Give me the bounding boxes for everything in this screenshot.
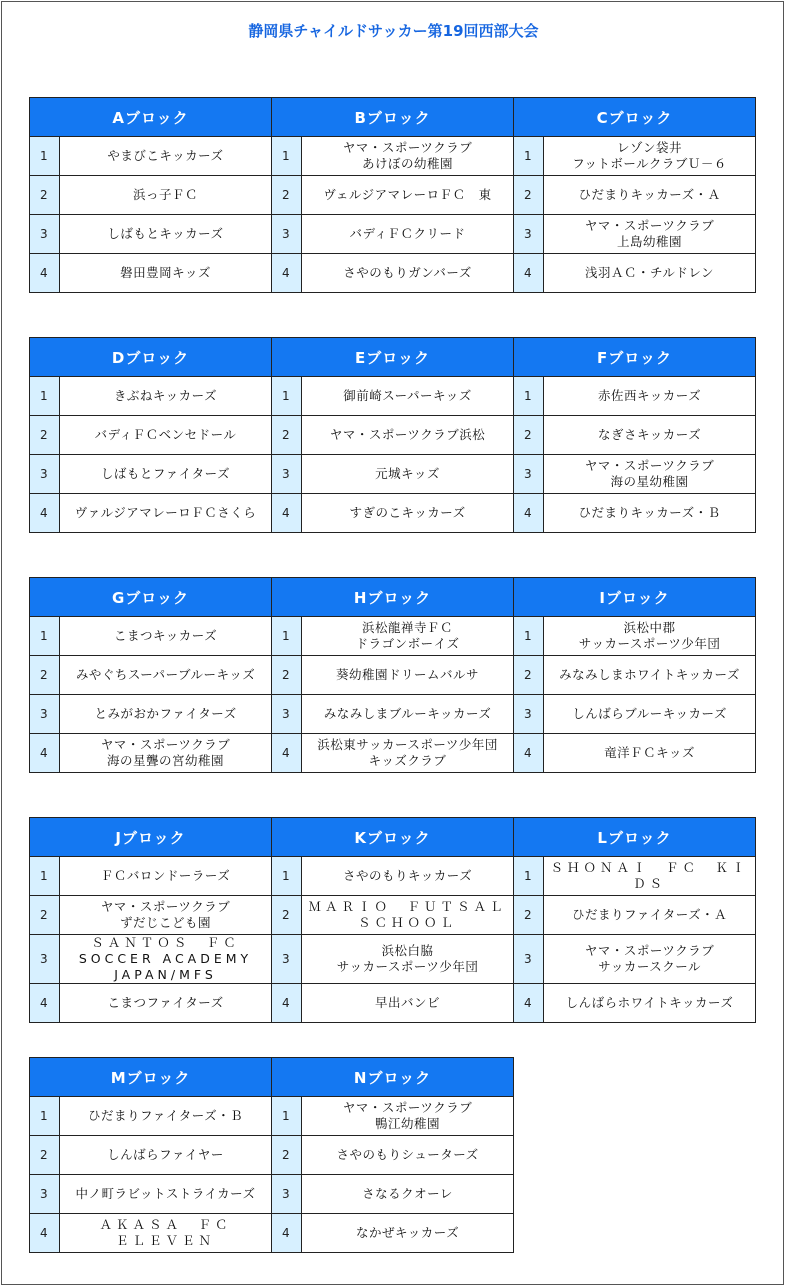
- team-name-line1: ヤマ・スポーツクラブ: [584, 458, 715, 473]
- team-name-line1: 元城キッズ: [375, 466, 440, 481]
- team-number: 3: [514, 695, 544, 734]
- team-number: 4: [272, 254, 302, 293]
- team-number: 3: [30, 215, 60, 254]
- team-name: [60, 254, 272, 293]
- team-name-line1: レゾン袋井: [617, 140, 683, 155]
- team-name-line1: ひだまりキッカーズ・Ｂ: [578, 505, 721, 520]
- block-header: Bブロック: [272, 98, 514, 137]
- block-header: Kブロック: [272, 818, 514, 857]
- block-table: [29, 577, 756, 773]
- team-name-line1: ヴァルジアマレーロＦＣさくら: [74, 505, 257, 520]
- block-header: Aブロック: [30, 98, 272, 137]
- team-number: 3: [514, 935, 544, 984]
- team-name: [302, 176, 514, 215]
- team-name-line2: フットボールクラブＵ－６: [572, 156, 727, 171]
- team-name-line1: みなみしまブルーキッカーズ: [323, 706, 492, 721]
- block-header: Nブロック: [272, 1058, 514, 1097]
- team-name-line1: 浜松白脇: [381, 943, 434, 958]
- team-name-line2: SOCCER ACADEMY JAPAN/MFS: [78, 951, 253, 982]
- table-row: [30, 455, 756, 494]
- block-header-row: [30, 818, 756, 857]
- team-name-line1: みやぐちスーパーブルーキッズ: [75, 667, 256, 682]
- team-name-line1: きぶねキッカーズ: [113, 388, 218, 403]
- team-number: 4: [514, 494, 544, 533]
- team-name: [544, 416, 756, 455]
- team-number: 3: [272, 695, 302, 734]
- team-name: [60, 617, 272, 656]
- team-number: 1: [272, 377, 302, 416]
- team-name: [60, 377, 272, 416]
- team-name-line2: サッカースクール: [598, 959, 701, 974]
- team-number: 3: [30, 1175, 60, 1214]
- team-name: [544, 137, 756, 176]
- team-name: [302, 416, 514, 455]
- team-name-line1: ひだまりファイターズ・Ｂ: [87, 1108, 244, 1123]
- team-name: [302, 656, 514, 695]
- team-name-line1: 御前崎スーパーキッズ: [343, 388, 472, 403]
- team-number: 2: [30, 656, 60, 695]
- table-row: [30, 656, 756, 695]
- team-name-line1: しばもとファイターズ: [100, 466, 231, 481]
- team-name: [544, 857, 756, 896]
- table-row: [30, 734, 756, 773]
- block-header: Fブロック: [514, 338, 756, 377]
- team-name-line2: ずだじこども園: [120, 915, 212, 930]
- table-row: [30, 1214, 514, 1253]
- team-name-line1: やまびこキッカーズ: [107, 148, 224, 163]
- team-name: [60, 896, 272, 935]
- team-name: [302, 455, 514, 494]
- team-name: [544, 734, 756, 773]
- team-name: [60, 494, 272, 533]
- team-name-line2: ＥＬＥＶＥＮ: [116, 1233, 216, 1248]
- table-row: [30, 1136, 514, 1175]
- team-number: 4: [272, 494, 302, 533]
- team-number: 4: [272, 734, 302, 773]
- block-header: Iブロック: [514, 578, 756, 617]
- team-name-line1: みなみしまホワイトキッカーズ: [559, 667, 740, 682]
- team-name: [544, 656, 756, 695]
- team-name: [302, 896, 514, 935]
- team-name: [302, 215, 514, 254]
- team-number: 4: [30, 1214, 60, 1253]
- team-number: 2: [30, 896, 60, 935]
- team-name-line1: しんばらホワイトキッカーズ: [565, 995, 734, 1010]
- team-name: [302, 984, 514, 1023]
- table-row: [30, 1097, 514, 1136]
- team-name-line1: さやのもりガンバーズ: [343, 265, 472, 280]
- team-name-line1: すぎのこキッカーズ: [349, 505, 466, 520]
- team-name-line1: なぎさキッカーズ: [597, 427, 702, 442]
- team-name: [302, 935, 514, 984]
- team-name-line1: ヤマ・スポーツクラブ浜松: [329, 427, 486, 442]
- team-name: [60, 656, 272, 695]
- team-number: 1: [30, 137, 60, 176]
- team-name: [60, 1136, 272, 1175]
- team-name: [302, 494, 514, 533]
- team-name: [60, 1214, 272, 1253]
- team-name-line1: 浅羽ＡＣ・チルドレン: [584, 265, 715, 280]
- team-number: 1: [30, 617, 60, 656]
- team-number: 1: [272, 857, 302, 896]
- team-name-line2: あけぼの幼稚園: [362, 156, 454, 171]
- team-number: 3: [30, 455, 60, 494]
- team-name-line2: 海の星聾の宮幼稚園: [107, 753, 225, 768]
- team-name-line1: 浜松東サッカースポーツ少年団: [317, 737, 498, 752]
- team-number: 2: [30, 176, 60, 215]
- table-row: [30, 416, 756, 455]
- team-number: 2: [272, 1136, 302, 1175]
- team-number: 1: [30, 857, 60, 896]
- team-name: [302, 617, 514, 656]
- team-name-line2: ＳＣＨＯＯＬ: [358, 915, 458, 930]
- team-name: [544, 896, 756, 935]
- block-header: Cブロック: [514, 98, 756, 137]
- table-row: [30, 494, 756, 533]
- team-number: 4: [514, 984, 544, 1023]
- block-header: Jブロック: [30, 818, 272, 857]
- team-name-line1: なかぜキッカーズ: [355, 1225, 460, 1240]
- team-number: 1: [272, 1097, 302, 1136]
- team-number: 2: [514, 896, 544, 935]
- team-name: [302, 1097, 514, 1136]
- team-name-line1: ヤマ・スポーツクラブ: [100, 737, 231, 752]
- team-name-line1: こまつキッカーズ: [113, 628, 218, 643]
- team-name-line1: 竜洋ＦＣキッズ: [604, 745, 695, 760]
- team-name-line1: さなるクオーレ: [362, 1186, 453, 1201]
- team-number: 1: [514, 137, 544, 176]
- team-name-line1: ＳＡＮＴＯＳ ＦＣ: [91, 935, 240, 950]
- team-name-line2: サッカースポーツ少年団: [578, 636, 721, 651]
- team-name-line1: 浜松中郡: [623, 620, 676, 635]
- team-number: 1: [30, 1097, 60, 1136]
- team-number: 4: [30, 254, 60, 293]
- team-name-line1: ヴェルジアマレーロＦＣ 東: [323, 187, 492, 202]
- block-header: Mブロック: [30, 1058, 272, 1097]
- team-name: [302, 377, 514, 416]
- team-number: 4: [30, 494, 60, 533]
- team-name-line1: しんばらブルーキッカーズ: [572, 706, 727, 721]
- table-row: [30, 857, 756, 896]
- team-name-line1: ひだまりキッカーズ・Ａ: [578, 187, 721, 202]
- team-name: [302, 137, 514, 176]
- team-number: 1: [514, 617, 544, 656]
- team-name: [60, 176, 272, 215]
- team-name: [544, 455, 756, 494]
- team-number: 2: [272, 416, 302, 455]
- team-name: [302, 1175, 514, 1214]
- block-header-row: [30, 98, 756, 137]
- team-name: [302, 695, 514, 734]
- team-number: 2: [272, 176, 302, 215]
- team-name-line1: とみがおかファイターズ: [94, 706, 237, 721]
- team-name: [60, 1097, 272, 1136]
- team-name-line2: 鴨江幼稚園: [375, 1116, 441, 1131]
- team-name-line1: ヤマ・スポーツクラブ: [584, 218, 715, 233]
- table-row: [30, 377, 756, 416]
- team-name: [60, 935, 272, 984]
- team-number: 1: [514, 857, 544, 896]
- block-header: Eブロック: [272, 338, 514, 377]
- block-table: [29, 817, 756, 1023]
- team-name-line2: サッカースポーツ少年団: [336, 959, 479, 974]
- team-number: 3: [514, 455, 544, 494]
- team-number: 1: [272, 137, 302, 176]
- table-row: [30, 215, 756, 254]
- team-name-line1: 浜っ子ＦＣ: [132, 187, 198, 202]
- team-number: 2: [272, 896, 302, 935]
- table-row: [30, 176, 756, 215]
- team-name-line1: ＡＫＡＳＡ ＦＣ: [99, 1217, 232, 1232]
- table-row: [30, 1175, 514, 1214]
- team-name: [302, 857, 514, 896]
- team-name-line2: 上島幼稚園: [617, 234, 683, 249]
- page-title: 静岡県チャイルドサッカー第19回西部大会: [248, 22, 539, 40]
- team-number: 3: [30, 935, 60, 984]
- table-row: [30, 695, 756, 734]
- team-number: 1: [30, 377, 60, 416]
- team-name-line1: ヤマ・スポーツクラブ: [100, 899, 231, 914]
- block-header: Hブロック: [272, 578, 514, 617]
- block-table: [29, 337, 756, 533]
- team-name: [60, 984, 272, 1023]
- team-name: [60, 857, 272, 896]
- team-name-line2: 海の星幼稚園: [610, 474, 689, 489]
- team-number: 4: [30, 734, 60, 773]
- block-header: Lブロック: [514, 818, 756, 857]
- team-number: 2: [514, 656, 544, 695]
- team-name-line1: ひだまりファイターズ・Ａ: [571, 907, 728, 922]
- team-name: [544, 377, 756, 416]
- team-number: 1: [514, 377, 544, 416]
- team-name: [544, 935, 756, 984]
- team-name: [60, 695, 272, 734]
- team-name-line1: ヤマ・スポーツクラブ: [584, 943, 715, 958]
- team-name-line1: バディＦＣクリード: [349, 226, 466, 241]
- block-header: Dブロック: [30, 338, 272, 377]
- team-number: 4: [272, 984, 302, 1023]
- team-name: [302, 1214, 514, 1253]
- team-name-line2: ドラゴンボーイズ: [355, 636, 460, 651]
- team-number: 3: [272, 455, 302, 494]
- team-name: [544, 984, 756, 1023]
- team-number: 2: [272, 656, 302, 695]
- table-row: [30, 935, 756, 984]
- team-name-line1: 赤佐西キッカーズ: [597, 388, 702, 403]
- team-name: [544, 617, 756, 656]
- team-name: [544, 254, 756, 293]
- team-name: [302, 1136, 514, 1175]
- block-header-row: [30, 578, 756, 617]
- block-header: Gブロック: [30, 578, 272, 617]
- table-row: [30, 254, 756, 293]
- team-name: [60, 734, 272, 773]
- team-number: 4: [272, 1214, 302, 1253]
- block-table: [29, 1057, 514, 1253]
- team-name-line1: さやのもりシューターズ: [336, 1147, 479, 1162]
- team-number: 3: [30, 695, 60, 734]
- team-name-line1: さやのもりキッカーズ: [342, 868, 473, 883]
- team-name-line1: ヤマ・スポーツクラブ: [342, 1100, 473, 1115]
- team-name-line1: こまつファイターズ: [107, 995, 224, 1010]
- team-name-line1: しばもとキッカーズ: [107, 226, 224, 241]
- team-name-line1: ＦＣバロンドーラーズ: [100, 868, 231, 883]
- team-name: [544, 215, 756, 254]
- team-name: [544, 494, 756, 533]
- team-number: 2: [30, 1136, 60, 1175]
- team-name-line1: 早出バンビ: [375, 995, 441, 1010]
- table-row: [30, 984, 756, 1023]
- team-name: [60, 1175, 272, 1214]
- block-header-row: [30, 1058, 514, 1097]
- team-number: 2: [514, 416, 544, 455]
- team-number: 4: [514, 734, 544, 773]
- team-name-line1: ヤマ・スポーツクラブ: [342, 140, 473, 155]
- team-name-line1: しんばらファイヤー: [107, 1147, 224, 1162]
- team-number: 2: [30, 416, 60, 455]
- table-row: [30, 137, 756, 176]
- team-name-line1: 磐田豊岡キッズ: [120, 265, 211, 280]
- team-number: 2: [514, 176, 544, 215]
- team-number: 3: [272, 215, 302, 254]
- table-row: [30, 617, 756, 656]
- team-name-line1: バディＦＣベンセドール: [94, 427, 237, 442]
- team-number: 3: [272, 935, 302, 984]
- team-name: [302, 734, 514, 773]
- team-name-line1: 浜松龍禅寺ＦＣ: [362, 620, 454, 635]
- team-name: [302, 254, 514, 293]
- block-header-row: [30, 338, 756, 377]
- team-name: [60, 137, 272, 176]
- team-number: 3: [272, 1175, 302, 1214]
- team-name-line1: ＳＨＯＮＡＩ ＦＣ ＫＩＤＳ: [550, 860, 749, 891]
- team-name-line1: 中ノ町ラビットストライカーズ: [75, 1186, 256, 1201]
- table-row: [30, 896, 756, 935]
- team-name: [60, 455, 272, 494]
- team-number: 1: [272, 617, 302, 656]
- team-name: [60, 215, 272, 254]
- block-table: [29, 97, 756, 293]
- team-number: 4: [30, 984, 60, 1023]
- team-name-line1: ＭＡＲＩＯ ＦＵＴＳＡＬ: [308, 899, 507, 914]
- team-number: 3: [514, 215, 544, 254]
- team-name-line1: 葵幼稚園ドリームバルサ: [336, 667, 480, 682]
- team-name: [544, 695, 756, 734]
- team-number: 4: [514, 254, 544, 293]
- team-name-line2: キッズクラブ: [368, 753, 447, 768]
- team-name: [60, 416, 272, 455]
- team-name: [544, 176, 756, 215]
